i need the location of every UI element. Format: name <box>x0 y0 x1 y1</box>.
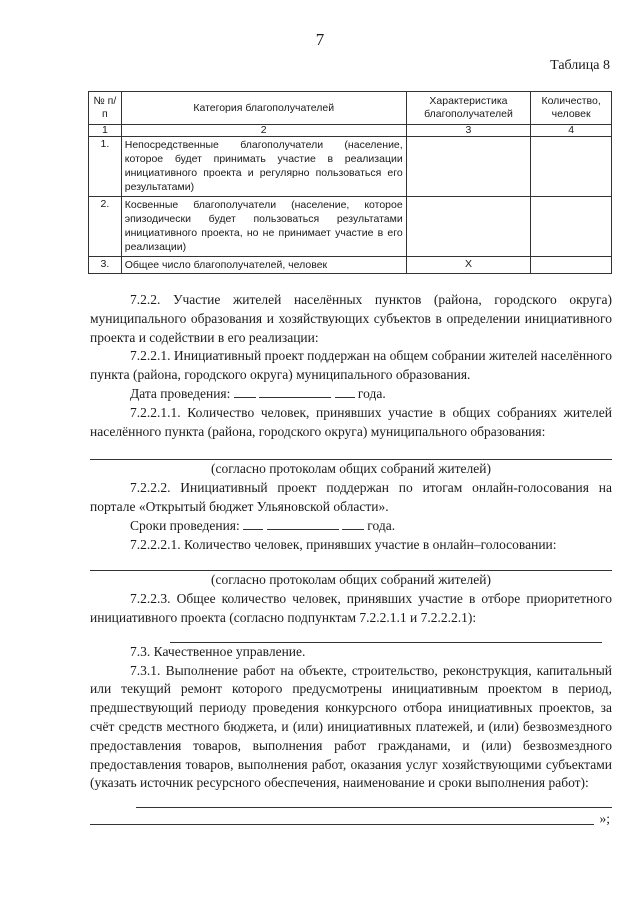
table-label: Таблица 8 <box>550 58 610 73</box>
row-characteristic[interactable] <box>406 137 531 197</box>
caption-protocols: (согласно протоколам общих собраний жителей) <box>211 461 491 477</box>
final-answer-line <box>90 808 612 826</box>
paragraph-7-2-2-2: 7.2.2.2. Инициативный проект поддержан по итогам онлайн-голосования на портале «Открытый бюджет Ульяновской области». <box>90 480 612 514</box>
row-count[interactable] <box>531 257 612 274</box>
paragraph-7-2-2: 7.2.2. Участие жителей населённых пунктов (района, городского округа) муниципального образования и хозяйствующих субъектов в определении инициативного проекта и содействии в его реализации: <box>90 292 612 345</box>
row-category: Косвенные благополучатели (население, которое эпизодически будет пользоваться результатами инициативного проекта, но не принимает участие в его реализации) <box>121 197 406 257</box>
document-body <box>90 291 612 826</box>
date-month-blank[interactable] <box>259 397 331 398</box>
terms-day-blank[interactable] <box>243 529 263 530</box>
row-characteristic: X <box>406 257 531 274</box>
paragraph-7-2-2-1-1: 7.2.2.1.1. Количество человек, принявших участие в общих собраниях жителей населённого пункта (района, городского округа) муниципального образования: <box>90 404 612 439</box>
year-label: года. <box>357 385 386 401</box>
row-num: 2. <box>89 197 122 257</box>
paragraph-7-2-2-1: 7.2.2.1. Инициативный проект поддержан на общем собрании жителей населённого пункта (района, городского округа) муниципального образования. <box>90 348 613 383</box>
table-row <box>89 197 612 257</box>
row-category: Общее число благополучателей, человек <box>121 257 406 274</box>
caption-protocols: (согласно протоколам общих собраний жителей) <box>211 572 491 588</box>
paragraph-7-2-2-3: 7.2.2.3. Общее количество человек, принявших участие в отборе приоритетного инициативного проекта (согласно подпунктам 7.2.2.1.1 и 7.2.2.2.1): <box>90 591 612 625</box>
table-col-number: 3 <box>406 125 531 137</box>
paragraph-7-3: 7.3. Качественное управление. <box>130 643 306 659</box>
row-num: 1. <box>89 137 122 197</box>
table-header-category: Категория благополучателей <box>121 92 406 125</box>
date-year-blank[interactable] <box>335 397 355 398</box>
table-col-number: 4 <box>531 125 612 137</box>
answer-line[interactable] <box>90 443 612 460</box>
table-col-number: 2 <box>121 125 406 137</box>
table-header-characteristic: Характеристика благополучателей <box>406 92 531 125</box>
row-characteristic[interactable] <box>406 197 531 257</box>
row-num: 3. <box>89 257 122 274</box>
answer-line[interactable] <box>136 791 612 808</box>
paragraph-7-3-1: 7.3.1. Выполнение работ на объекте, строительство, реконструкция, капитальный или текущий ремонт которого предусмотрены инициативным проектом в период, предшествующий периоду проведения конкурсного отбора инициативных проектов, за счёт средств местного бюджета, и (или) инициативных платежей, и (или) безвозмездного предоставления товаров, выполнения работ гражданами, и (или) безвозмездного предоставления товаров, выполнения работ, оказания услуг хозяйствующими субъектами (указать источник ресурсного обеспечения, наименование и сроки выполнения работ): <box>90 662 612 791</box>
table-header-num: № п/п <box>89 92 122 125</box>
date-line <box>90 385 612 404</box>
table-col-number: 1 <box>89 125 122 137</box>
terms-year-blank[interactable] <box>342 529 364 530</box>
row-count[interactable] <box>531 197 612 257</box>
terms-month-blank[interactable] <box>267 529 339 530</box>
paragraph-7-2-2-2-1: 7.2.2.2.1. Количество человек, принявших участие в онлайн–голосовании: <box>130 536 557 552</box>
year-label: года. <box>367 517 396 533</box>
page-number: 7 <box>315 30 325 49</box>
answer-line[interactable] <box>170 626 602 643</box>
answer-line[interactable] <box>90 808 594 825</box>
table-row <box>89 257 612 274</box>
terms-label: Сроки проведения: <box>130 517 240 533</box>
table-header-count: Количество, человек <box>531 92 612 125</box>
date-day-blank[interactable] <box>234 397 256 398</box>
row-count[interactable] <box>531 137 612 197</box>
date-label: Дата проведения: <box>130 385 231 401</box>
beneficiaries-table <box>88 91 612 274</box>
row-category: Непосредственные благополучатели (население, которое будет принимать участие в реализации инициативного проекта и регулярно пользоваться его результатами) <box>121 137 406 197</box>
terms-line <box>90 517 612 536</box>
table-row <box>89 137 612 197</box>
closing-quote-mark: »; <box>599 811 610 827</box>
answer-line[interactable] <box>90 554 612 571</box>
